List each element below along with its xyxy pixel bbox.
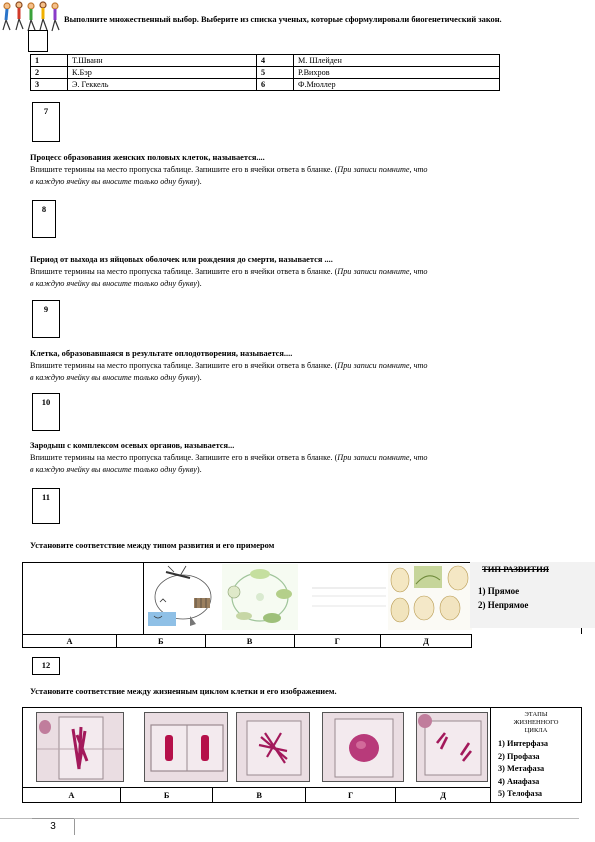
table-cell: 4 bbox=[257, 55, 294, 67]
cell-photo-v bbox=[236, 712, 310, 782]
q10-number-box: 10 bbox=[32, 393, 60, 431]
q6-title: Выполните множественный выбор. Выберите из списка ученых, которые сформулировали биогенетический закон. bbox=[64, 15, 502, 24]
legend-title-line: ЖИЗНЕННОГО bbox=[513, 719, 559, 726]
table-cell: Ф.Мюллер bbox=[294, 79, 500, 91]
cell-photo-a bbox=[36, 712, 124, 782]
q11-number-box: 11 bbox=[32, 488, 60, 524]
embryo-development-image bbox=[388, 564, 472, 630]
stage-list bbox=[498, 738, 548, 801]
table-cell: 1 bbox=[31, 55, 68, 67]
type-indirect: 2) Непрямое bbox=[478, 600, 529, 610]
table-cell: М. Шлейден bbox=[294, 55, 500, 67]
stage-item: 2) Профаза bbox=[498, 751, 540, 761]
instruction-end: ). bbox=[196, 278, 202, 288]
letter-a: А bbox=[23, 788, 121, 803]
table-cell: Р.Вихров bbox=[294, 67, 500, 79]
q9-title: Клетка, образовавшаяся в результате оплодотворения, называется.... bbox=[30, 349, 293, 358]
scientists-table bbox=[30, 54, 500, 91]
children-illustration bbox=[0, 0, 62, 34]
stage-item: 3) Метафаза bbox=[498, 764, 545, 773]
q10-title: Зародыш с комплексом осевых органов, называется... bbox=[30, 441, 235, 450]
table-row bbox=[31, 67, 500, 79]
q7-instruction bbox=[30, 164, 430, 187]
table-cell: Т.Шванн bbox=[68, 55, 257, 67]
table-cell: Э. Геккель bbox=[68, 79, 257, 91]
q8-number-box: 8 bbox=[32, 200, 56, 238]
letter-g: Г bbox=[294, 635, 380, 648]
q6-number-box bbox=[28, 30, 48, 52]
letter-v: В bbox=[205, 635, 294, 648]
instruction-text: Впишите термины на место пропуска таблице. Запишите его в ячейки ответа в бланке. ( bbox=[30, 453, 338, 462]
type-direct: 1) Прямое bbox=[478, 586, 520, 596]
cell-photo-d bbox=[416, 712, 488, 782]
letter-g: Г bbox=[306, 788, 396, 803]
q11-letters-row bbox=[22, 634, 472, 648]
letter-d: Д bbox=[396, 788, 491, 803]
table-cell: 2 bbox=[31, 67, 68, 79]
letter-v: В bbox=[213, 788, 306, 803]
q11-image-divider bbox=[143, 562, 144, 634]
instruction-end: ). bbox=[196, 372, 202, 382]
legend-title-line: ЭТАПЫ bbox=[524, 711, 548, 718]
stage-item: 5) Телофаза bbox=[498, 789, 543, 798]
instruction-italic: При записи помните, что в каждую ячейку вы вносите только одну букву bbox=[30, 267, 428, 288]
letter-b: Б bbox=[116, 635, 205, 648]
q12-number-box: 12 bbox=[32, 657, 60, 675]
letter-a: А bbox=[23, 635, 117, 648]
cell-photo-b bbox=[144, 712, 228, 782]
table-row bbox=[31, 79, 500, 91]
table-row bbox=[23, 788, 491, 803]
instruction-italic: При записи помните, что в каждую ячейку вы вносите только одну букву bbox=[30, 453, 428, 474]
table-cell: 6 bbox=[257, 79, 294, 91]
legend-title: ТИП РАЗВИТИЯ bbox=[482, 564, 549, 574]
q9-instruction bbox=[30, 360, 430, 383]
q8-title: Период от выхода из яйцовых оболочек или рождения до смерти, называется .... bbox=[30, 255, 333, 264]
instruction-text: Впишите термины на место пропуска таблице. Запишите его в ячейки ответа в бланке. ( bbox=[30, 267, 338, 276]
table-cell: 5 bbox=[257, 67, 294, 79]
q7-number-box: 7 bbox=[32, 102, 60, 142]
footer-rule bbox=[74, 818, 579, 819]
table-row bbox=[23, 635, 472, 648]
mosquito-lifecycle-image bbox=[146, 564, 220, 630]
development-diagram-image bbox=[310, 566, 388, 628]
frog-development-image bbox=[222, 564, 298, 630]
instruction-text: Впишите термины на место пропуска таблице. Запишите его в ячейки ответа в бланке. ( bbox=[30, 165, 338, 174]
instruction-italic: При записи помните, что в каждую ячейку вы вносите только одну букву bbox=[30, 165, 428, 186]
stage-item: 1) Интерфаза bbox=[498, 739, 548, 748]
q8-instruction bbox=[30, 266, 430, 289]
footer-rule bbox=[0, 818, 32, 819]
letter-b: Б bbox=[120, 788, 212, 803]
letter-d: Д bbox=[381, 635, 472, 648]
page-number: 3 bbox=[32, 818, 75, 835]
stage-item: 4) Анафаза bbox=[498, 776, 540, 786]
stage-legend-title bbox=[492, 711, 580, 735]
q11-title: Установите соответствие между типом развития и его примером bbox=[30, 541, 275, 550]
q10-instruction bbox=[30, 452, 430, 475]
instruction-text: Впишите термины на место пропуска таблице. Запишите его в ячейки ответа в бланке. ( bbox=[30, 361, 338, 370]
instruction-end: ). bbox=[196, 464, 202, 474]
q12-title: Установите соответствие между жизненным циклом клетки и его изображением. bbox=[30, 687, 337, 696]
instruction-italic: При записи помните, что в каждую ячейку вы вносите только одну букву bbox=[30, 361, 428, 382]
cell-photo-g bbox=[322, 712, 404, 782]
table-row bbox=[31, 55, 500, 67]
legend-title-line: ЦИКЛА bbox=[524, 727, 548, 734]
q9-number-box: 9 bbox=[32, 300, 60, 338]
instruction-end: ). bbox=[196, 176, 202, 186]
q7-title: Процесс образования женских половых клеток, называется.... bbox=[30, 153, 265, 162]
table-cell: 3 bbox=[31, 79, 68, 91]
table-cell: К.Бэр bbox=[68, 67, 257, 79]
q12-letters-row bbox=[22, 787, 491, 803]
